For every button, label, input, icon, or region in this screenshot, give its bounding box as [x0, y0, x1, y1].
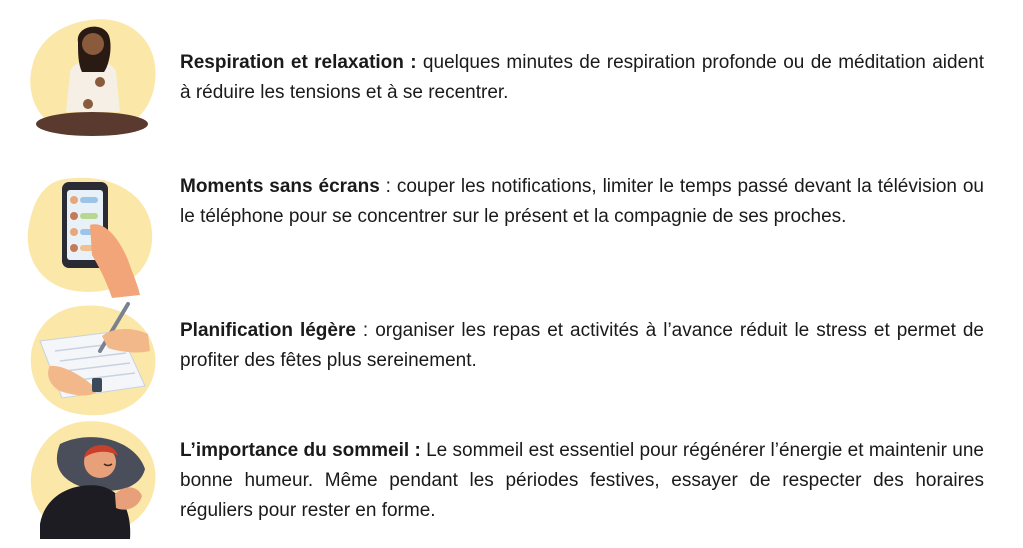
tip-body: Le sommeil est essentiel pour régénérer l’énergie et maintenir une bonne humeur. Même pendant les périodes festives, essayer de respecter des horaires réguliers pour rester en forme. — [180, 440, 984, 521]
meditation-icon — [20, 12, 165, 142]
sleep-icon — [20, 414, 165, 544]
tip-body: : couper les notifications, limiter le temps passé devant la télévision ou le téléphone pour se concentrer sur le présent et la compagnie de ses proches. — [180, 176, 984, 227]
tip-text — [180, 172, 984, 232]
smartphone-icon — [20, 170, 165, 300]
tip-title: Moments sans écrans — [180, 176, 380, 197]
tip-title: Respiration et relaxation : — [180, 52, 417, 73]
tip-title: Planification légère — [180, 320, 356, 341]
tip-title: L’importance du sommeil : — [180, 440, 421, 461]
tip-text — [180, 436, 984, 526]
tip-text — [180, 48, 984, 108]
tip-body: : organiser les repas et activités à l’avance réduit le stress et permet de profiter des fêtes plus sereinement. — [180, 320, 984, 371]
planning-icon — [20, 296, 165, 426]
tip-text — [180, 316, 984, 376]
tip-body: quelques minutes de respiration profonde ou de méditation aident à réduire les tensions et à se recentrer. — [180, 52, 984, 103]
